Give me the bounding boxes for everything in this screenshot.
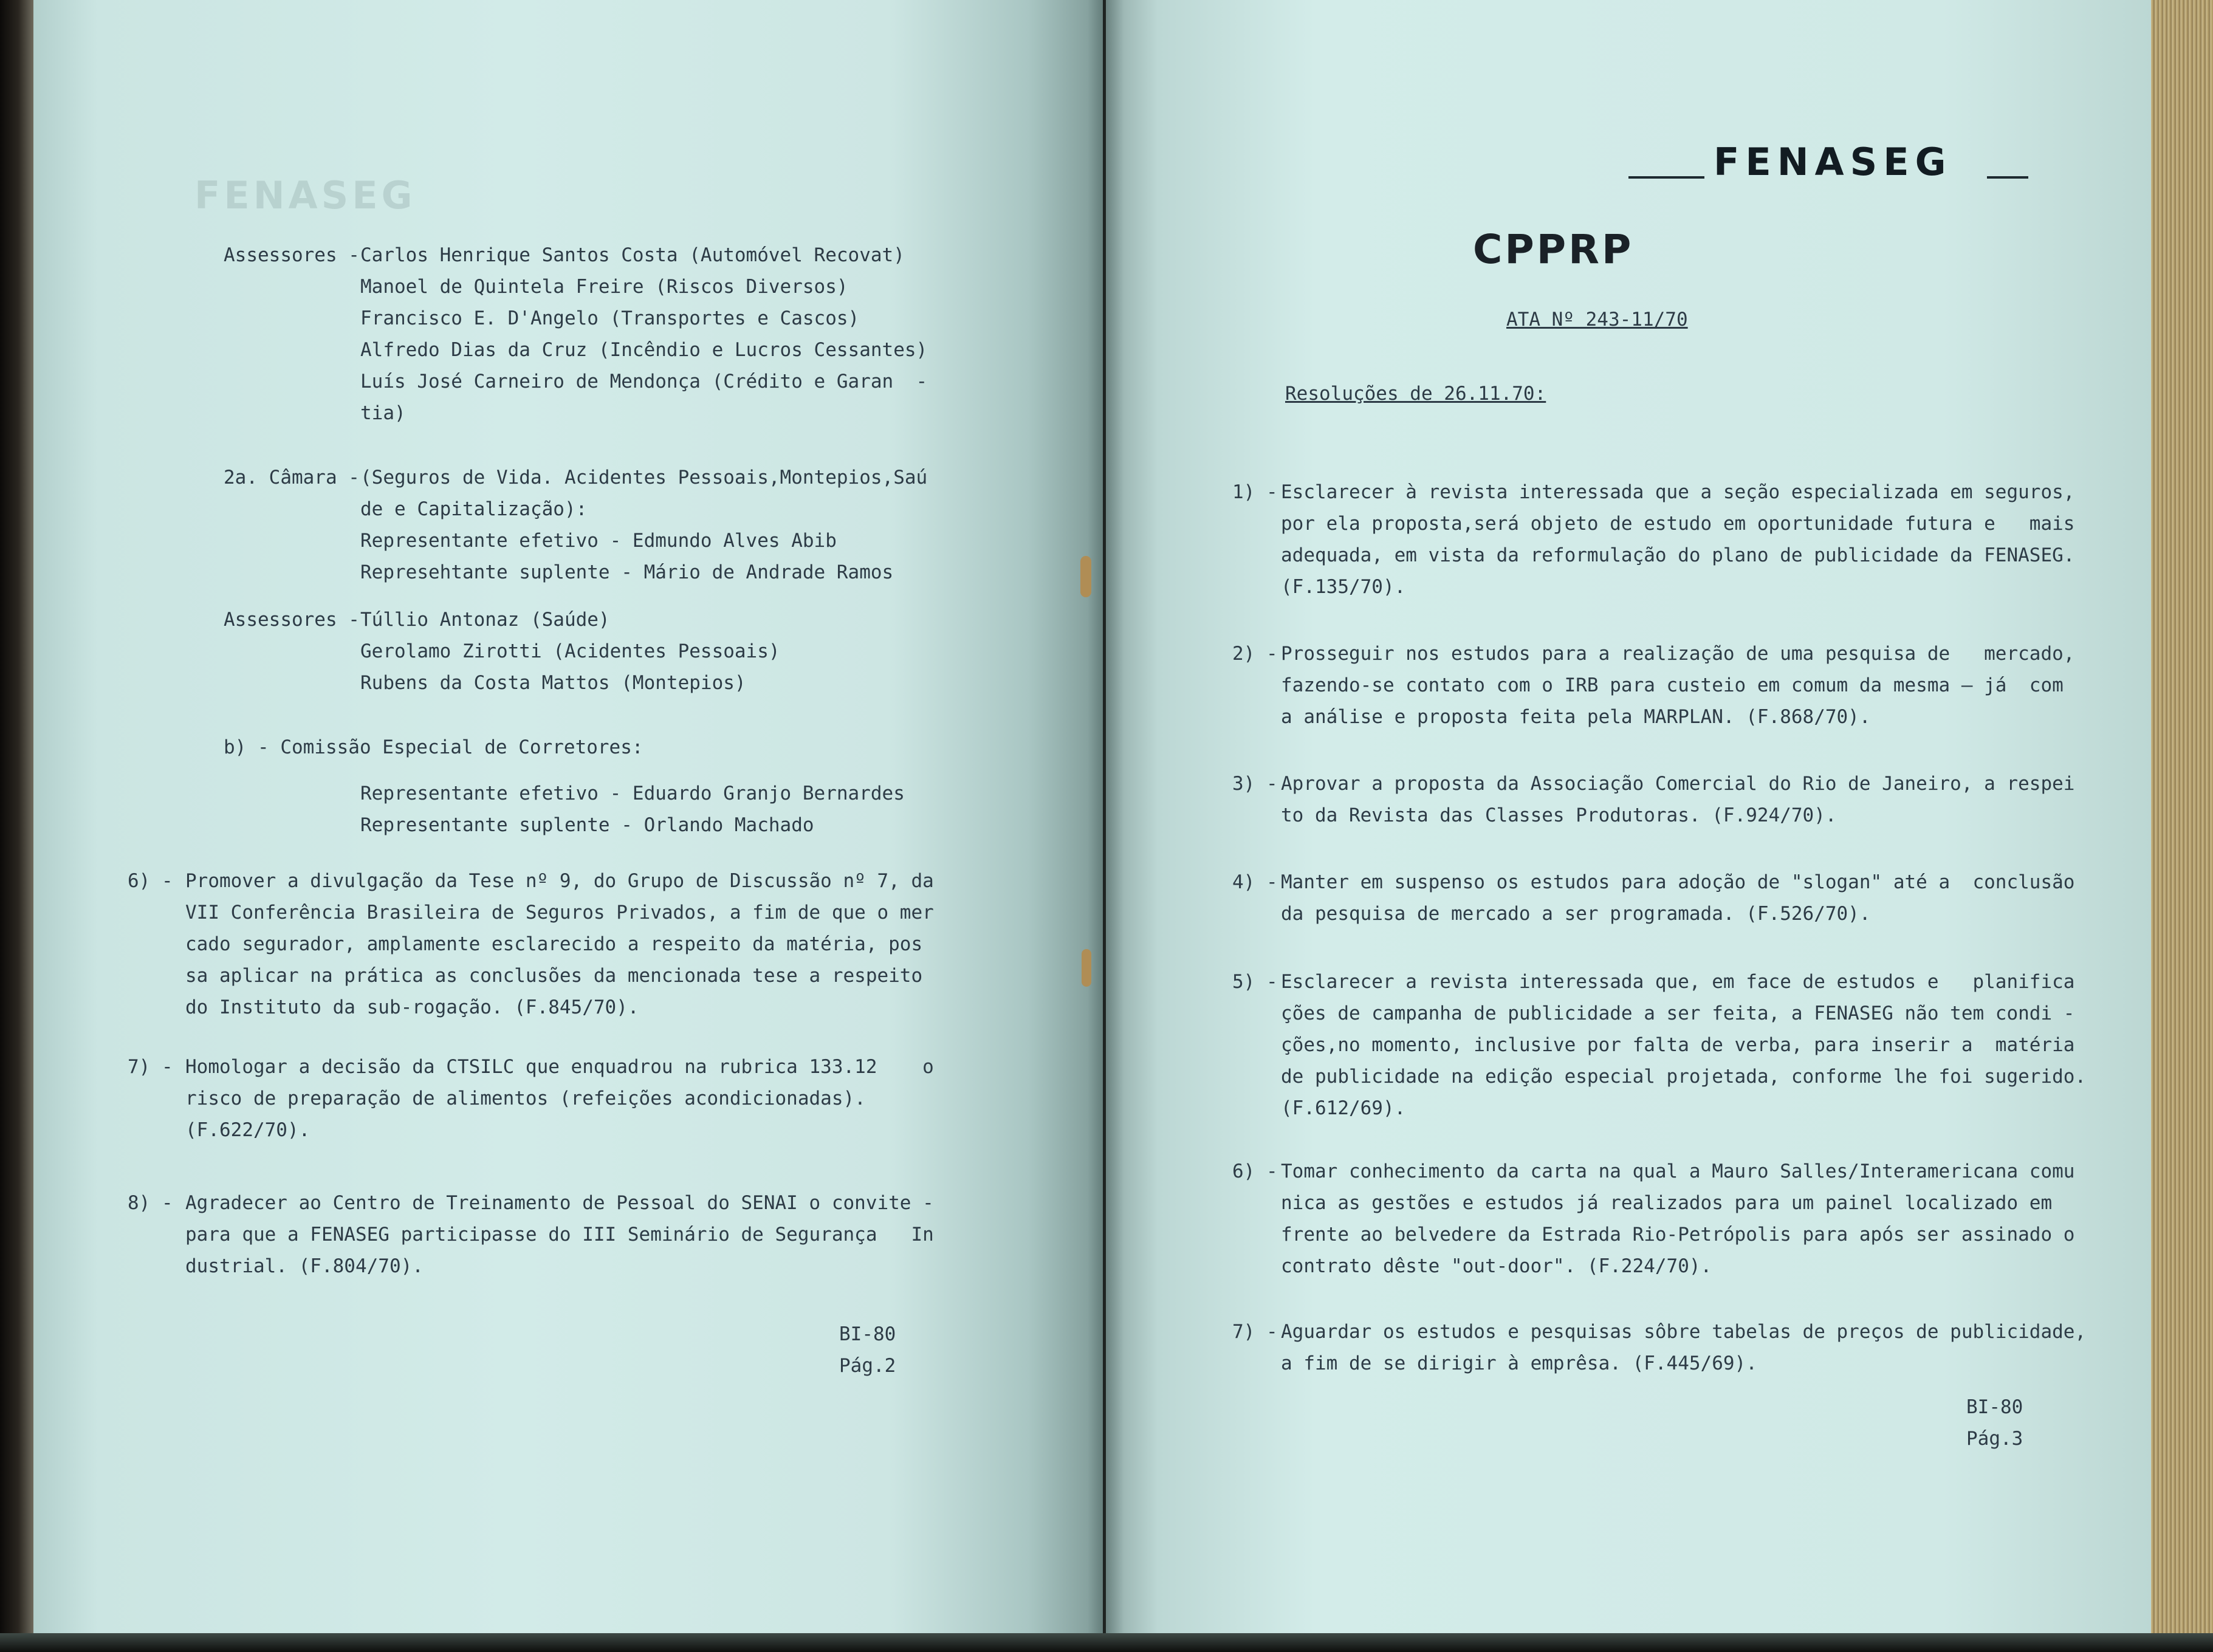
committee-title: CPPRP	[1473, 226, 1634, 273]
item-line: Tomar conhecimento da carta na qual a Mauro Salles/Interamericana comu	[1281, 1160, 2075, 1182]
item-number: 1) -	[1232, 481, 1278, 503]
assessor-line: Gerolamo Zirotti (Acidentes Pessoais)	[360, 640, 780, 662]
item-line: frente ao belvedere da Estrada Rio-Petrópolis para após ser assinado o	[1281, 1224, 2075, 1246]
item-number: 4) -	[1232, 871, 1278, 893]
item-line: Esclarecer à revista interessada que a seção especializada em seguros,	[1281, 481, 2075, 503]
item-line: to da Revista das Classes Produtoras. (F.924/70).	[1281, 804, 1837, 826]
item-number: 8) -	[128, 1192, 173, 1214]
ata-number: ATA Nº 243-11/70	[1506, 309, 1688, 331]
comissao-heading: b) - Comissão Especial de Corretores:	[224, 736, 643, 758]
item-line: dustrial. (F.804/70).	[185, 1255, 424, 1277]
assessor-line: Manoel de Quintela Freire (Riscos Diversos)	[360, 276, 848, 298]
item-line: Aguardar os estudos e pesquisas sôbre tabelas de preços de publicidade,	[1281, 1321, 2087, 1343]
left-page	[33, 0, 1103, 1633]
comissao-line: Representante suplente - Orlando Machado	[360, 814, 814, 836]
item-line: Manter em suspenso os estudos para adoção de "slogan" até a conclusão	[1281, 871, 2075, 893]
item-line: ções de campanha de publicidade a ser feita, a FENASEG não tem condi -	[1281, 1003, 2075, 1024]
item-line: Promover a divulgação da Tese nº 9, do Grupo de Discussão nº 7, da	[185, 870, 934, 892]
item-line: cado segurador, amplamente esclarecido a respeito da matéria, pos	[185, 933, 923, 955]
staple-mark	[1080, 556, 1091, 597]
camara-line: de e Capitalização):	[360, 498, 588, 520]
item-number: 7) -	[128, 1056, 173, 1078]
item-line: (F.622/70).	[185, 1119, 311, 1141]
assessores-label: Assessores -	[224, 244, 360, 266]
footer-code: BI-80	[1966, 1396, 2023, 1418]
assessor-line: Francisco E. D'Angelo (Transportes e Cascos)	[360, 307, 860, 329]
item-line: do Instituto da sub-rogação. (F.845/70).	[185, 996, 639, 1018]
assessores-label: Assessores -	[224, 609, 360, 631]
item-line: de publicidade na edição especial projetada, conforme lhe foi sugerido.	[1281, 1066, 2087, 1088]
item-line: risco de preparação de alimentos (refeições acondicionadas).	[185, 1088, 866, 1109]
book-page-stack-edge	[2151, 0, 2213, 1652]
item-number: 6) -	[1232, 1160, 1278, 1182]
footer-code: BI-80	[839, 1323, 896, 1345]
item-line: Prosseguir nos estudos para a realização de uma pesquisa de mercado,	[1281, 643, 2075, 665]
item-line: ções,no momento, inclusive por falta de verba, para inserir a matéria	[1281, 1034, 2075, 1056]
item-line: fazendo-se contato com o IRB para custeio em comum da mesma — já com	[1281, 674, 2064, 696]
assessor-line: Alfredo Dias da Cruz (Incêndio e Lucros Cessantes)	[360, 339, 928, 361]
item-number: 5) -	[1232, 971, 1278, 993]
book-spine-edge-left	[0, 0, 33, 1652]
item-line: por ela proposta,será objeto de estudo em oportunidade futura e mais	[1281, 513, 2075, 535]
logo-rule-left	[1628, 176, 1704, 179]
assessor-line: Rubens da Costa Mattos (Montepios)	[360, 672, 746, 694]
item-line: a fim de se dirigir à emprêsa. (F.445/69).	[1281, 1352, 1757, 1374]
footer-page-number: Pág.2	[839, 1355, 896, 1377]
staple-mark	[1082, 949, 1091, 987]
assessor-line: Túllio Antonaz (Saúde)	[360, 609, 610, 631]
item-number: 2) -	[1232, 643, 1278, 665]
item-line: Aprovar a proposta da Associação Comercial do Rio de Janeiro, a respei	[1281, 773, 2075, 795]
comissao-line: Representante efetivo - Eduardo Granjo Bernardes	[360, 783, 905, 804]
item-line: a análise e proposta feita pela MARPLAN. (F.868/70).	[1281, 706, 1871, 728]
logo-text: FENASEG	[1714, 140, 1952, 184]
assessor-line: Carlos Henrique Santos Costa (Automóvel Recovat)	[360, 244, 905, 266]
item-line: da pesquisa de mercado a ser programada. (F.526/70).	[1281, 903, 1871, 925]
item-line: Homologar a decisão da CTSILC que enquadrou na rubrica 133.12 o	[185, 1056, 934, 1078]
camara-line: Representante efetivo - Edmundo Alves Abib	[360, 530, 837, 552]
item-line: para que a FENASEG participasse do III Seminário de Segurança In	[185, 1224, 934, 1246]
camara-line: (Seguros de Vida. Acidentes Pessoais,Montepios,Saú	[360, 467, 928, 488]
item-line: adequada, em vista da reformulação do plano de publicidade da FENASEG.	[1281, 544, 2075, 566]
item-line: Agradecer ao Centro de Treinamento de Pessoal do SENAI o convite -	[185, 1192, 934, 1214]
item-line: VII Conferência Brasileira de Seguros Privados, a fim de que o mer	[185, 902, 934, 924]
camara-line: Represehtante suplente - Mário de Andrade Ramos	[360, 561, 894, 583]
item-line: (F.612/69).	[1281, 1097, 1406, 1119]
item-line: (F.135/70).	[1281, 576, 1406, 598]
item-line: contrato dêste "out-door". (F.224/70).	[1281, 1255, 1712, 1277]
assessor-line: Luís José Carneiro de Mendonça (Crédito e Garan -	[360, 371, 928, 392]
book-bottom-edge	[0, 1633, 2213, 1652]
camara-label: 2a. Câmara -	[224, 467, 360, 488]
item-number: 6) -	[128, 870, 173, 892]
book-gutter-shadow	[1088, 0, 1124, 1633]
logo-rule-right	[1987, 176, 2028, 179]
item-line: sa aplicar na prática as conclusões da mencionada tese a respeito	[185, 965, 923, 987]
footer-page-number: Pág.3	[1966, 1428, 2023, 1450]
fenaseg-logo	[1628, 140, 2029, 188]
item-number: 7) -	[1232, 1321, 1278, 1343]
item-line: nica as gestões e estudos já realizados para um painel localizado em	[1281, 1192, 2053, 1214]
item-number: 3) -	[1232, 773, 1278, 795]
assessor-line: tia)	[360, 402, 406, 424]
item-line: Esclarecer a revista interessada que, em face de estudos e planifica	[1281, 971, 2075, 993]
resolucoes-heading: Resoluções de 26.11.70:	[1285, 383, 1546, 405]
ghost-header-bleedthrough: FENASEG	[194, 173, 416, 218]
